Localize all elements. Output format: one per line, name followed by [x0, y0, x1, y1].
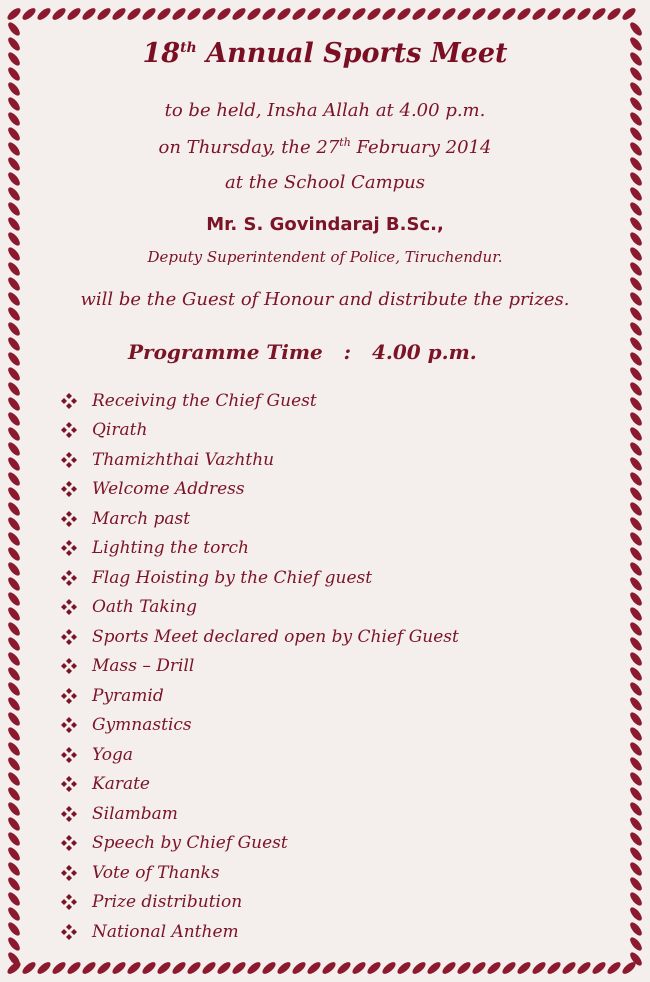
programme-item [60, 534, 459, 564]
programme-item-label: Qirath [92, 420, 148, 441]
rope-segment [6, 936, 22, 953]
programme-item-label: Yoga [92, 744, 133, 765]
rope-segment [628, 471, 644, 488]
rope-segment [261, 6, 278, 22]
rope-segment [126, 960, 143, 976]
rope-segment [186, 960, 203, 976]
rope-segment [396, 960, 413, 976]
rope-segment [628, 726, 644, 743]
rope-segment [628, 141, 644, 158]
rope-segment [6, 651, 22, 668]
rope-segment [6, 756, 22, 773]
rope-segment [628, 51, 644, 68]
rope-segment [628, 351, 644, 368]
programme-item [60, 829, 459, 859]
rope-segment [628, 846, 644, 863]
programme-item [60, 888, 459, 918]
rope-segment [628, 246, 644, 263]
invitation-content [28, 28, 622, 954]
rope-segment [628, 66, 644, 83]
rope-segment [628, 711, 644, 728]
four-diamond-bullet-icon [60, 923, 78, 941]
rope-segment [628, 201, 644, 218]
rope-segment [6, 156, 22, 173]
programme-list [60, 386, 459, 947]
four-diamond-bullet-icon [60, 598, 78, 616]
rope-segment [6, 321, 22, 338]
rope-segment [628, 651, 644, 668]
rope-segment [6, 426, 22, 443]
rope-segment [628, 516, 644, 533]
four-diamond-bullet-icon [60, 569, 78, 587]
programme-item [60, 681, 459, 711]
rope-segment [336, 960, 353, 976]
rope-segment [628, 36, 644, 53]
rope-segment [628, 771, 644, 788]
rope-segment [6, 846, 22, 863]
rope-segment [628, 111, 644, 128]
rope-segment [628, 396, 644, 413]
rope-segment [628, 531, 644, 548]
rope-segment [628, 801, 644, 818]
rope-segment [628, 591, 644, 608]
programme-item [60, 652, 459, 682]
rope-segment [6, 216, 22, 233]
rope-segment [6, 276, 22, 293]
rope-segment [561, 6, 578, 22]
rope-segment [381, 6, 398, 22]
rope-segment [6, 396, 22, 413]
rope-segment [516, 960, 533, 976]
rope-segment [6, 456, 22, 473]
programme-item-label: Gymnastics [92, 715, 192, 736]
programme-item-label: National Anthem [92, 921, 239, 942]
rope-segment [6, 291, 22, 308]
rope-segment [96, 6, 113, 22]
rope-segment [576, 6, 593, 22]
guest-designation: Deputy Superintendent of Police, Tiruchendur. [147, 248, 503, 266]
rope-segment [591, 6, 608, 22]
rope-segment [546, 960, 563, 976]
rope-segment [628, 741, 644, 758]
rope-segment [628, 441, 644, 458]
rope-segment [6, 111, 22, 128]
rope-segment [336, 6, 353, 22]
rope-segment [6, 831, 22, 848]
rope-segment [6, 6, 23, 22]
rope-segment [628, 546, 644, 563]
four-diamond-bullet-icon [60, 775, 78, 793]
rope-segment [6, 786, 22, 803]
programme-label: Programme Time [128, 340, 323, 364]
rope-segment [628, 606, 644, 623]
rope-segment [628, 126, 644, 143]
rope-segment [216, 6, 233, 22]
programme-item [60, 770, 459, 800]
rope-segment [6, 666, 22, 683]
rope-segment [628, 306, 644, 323]
rope-segment [628, 366, 644, 383]
rope-segment [66, 960, 83, 976]
four-diamond-bullet-icon [60, 834, 78, 852]
rope-segment [628, 816, 644, 833]
rope-segment [628, 621, 644, 638]
programme-item-label: Thamizhthai Vazhthu [92, 449, 275, 470]
rope-segment [6, 441, 22, 458]
rope-segment [6, 681, 22, 698]
rope-segment [6, 381, 22, 398]
rope-segment [186, 6, 203, 22]
rope-segment [6, 711, 22, 728]
rope-segment [6, 81, 22, 98]
rope-segment [6, 366, 22, 383]
rope-segment [6, 36, 22, 53]
rope-segment [628, 276, 644, 293]
rope-segment [628, 876, 644, 893]
rope-segment [6, 531, 22, 548]
event-date-line [28, 136, 622, 158]
rope-segment [321, 960, 338, 976]
rope-segment [6, 816, 22, 833]
rope-segment [6, 801, 22, 818]
rope-segment [531, 6, 548, 22]
rope-segment [276, 960, 293, 976]
rope-segment [628, 216, 644, 233]
rope-segment [628, 636, 644, 653]
rope-segment [6, 591, 22, 608]
rope-segment [6, 696, 22, 713]
rope-segment [81, 960, 98, 976]
title-number: 18 [142, 38, 181, 69]
programme-item-label: Mass – Drill [92, 656, 195, 677]
four-diamond-bullet-icon [60, 716, 78, 734]
programme-time-value: 4.00 p.m. [371, 340, 477, 364]
rope-segment [6, 126, 22, 143]
rope-segment [628, 696, 644, 713]
programme-separator: : [343, 340, 352, 364]
rope-segment [51, 6, 68, 22]
rope-segment [141, 6, 158, 22]
rope-segment [628, 501, 644, 518]
rope-segment [628, 21, 644, 38]
rope-segment [6, 186, 22, 203]
four-diamond-bullet-icon [60, 392, 78, 410]
programme-item [60, 917, 459, 947]
programme-item [60, 711, 459, 741]
rope-segment [441, 960, 458, 976]
programme-item-label: Speech by Chief Guest [92, 833, 288, 854]
rope-segment [6, 606, 22, 623]
programme-item [60, 563, 459, 593]
rope-segment [531, 960, 548, 976]
rope-segment [6, 411, 22, 428]
rope-segment [6, 861, 22, 878]
rope-segment [366, 960, 383, 976]
rope-segment [111, 6, 128, 22]
rope-segment [6, 306, 22, 323]
rope-segment [628, 261, 644, 278]
four-diamond-bullet-icon [60, 480, 78, 498]
rope-segment [231, 6, 248, 22]
rope-segment [606, 6, 623, 22]
rope-segment [6, 921, 22, 938]
programme-item [60, 416, 459, 446]
programme-item-label: Welcome Address [92, 479, 245, 500]
four-diamond-bullet-icon [60, 657, 78, 675]
rope-segment [6, 636, 22, 653]
date-suffix: February 2014 [350, 137, 492, 158]
rope-segment [628, 486, 644, 503]
rope-segment [628, 561, 644, 578]
event-time-line: to be held, Insha Allah at 4.00 p.m. [164, 100, 486, 121]
rope-segment [6, 576, 22, 593]
rope-segment [111, 960, 128, 976]
rope-segment [628, 936, 644, 953]
rope-segment [321, 6, 338, 22]
rope-segment [6, 66, 22, 83]
rope-segment [21, 960, 38, 976]
rope-segment [6, 876, 22, 893]
rope-segment [628, 291, 644, 308]
rope-segment [628, 231, 644, 248]
rope-segment [471, 960, 488, 976]
rope-segment [156, 6, 173, 22]
programme-item-label: March past [92, 508, 191, 529]
rope-segment [591, 960, 608, 976]
rope-segment [261, 960, 278, 976]
rope-segment [456, 6, 473, 22]
rope-segment [6, 906, 22, 923]
rope-segment [366, 6, 383, 22]
rope-segment [66, 6, 83, 22]
rope-segment [471, 6, 488, 22]
rope-segment [246, 960, 263, 976]
four-diamond-bullet-icon [60, 893, 78, 911]
rope-segment [6, 891, 22, 908]
guest-name: Mr. S. Govindaraj B.Sc., [206, 214, 444, 235]
date-ordinal: th [339, 136, 351, 149]
rope-segment [628, 186, 644, 203]
rope-segment [6, 486, 22, 503]
rope-segment [628, 891, 644, 908]
rope-segment [81, 6, 98, 22]
programme-item-label: Prize distribution [92, 892, 243, 913]
rope-segment [411, 960, 428, 976]
rope-segment [6, 351, 22, 368]
rope-segment [36, 6, 53, 22]
rope-segment [456, 960, 473, 976]
rope-segment [426, 960, 443, 976]
rope-segment [628, 321, 644, 338]
rope-segment [546, 6, 563, 22]
rope-segment [6, 471, 22, 488]
rope-segment [141, 960, 158, 976]
rope-segment [246, 6, 263, 22]
rope-segment [6, 51, 22, 68]
programme-item [60, 740, 459, 770]
rope-segment [6, 141, 22, 158]
rope-segment [351, 6, 368, 22]
four-diamond-bullet-icon [60, 510, 78, 528]
programme-item-label: Oath Taking [92, 597, 197, 618]
rope-segment [501, 960, 518, 976]
title-ordinal: th [180, 40, 197, 56]
programme-item [60, 386, 459, 416]
programme-item-label: Lighting the torch [92, 538, 249, 559]
rope-segment [306, 960, 323, 976]
programme-item [60, 622, 459, 652]
four-diamond-bullet-icon [60, 628, 78, 646]
rope-segment [621, 6, 638, 22]
programme-item [60, 858, 459, 888]
rope-segment [486, 960, 503, 976]
programme-item [60, 504, 459, 534]
programme-item [60, 799, 459, 829]
programme-item-label: Vote of Thanks [92, 862, 220, 883]
rope-segment [201, 960, 218, 976]
programme-item-label: Pyramid [92, 685, 164, 706]
programme-item [60, 475, 459, 505]
rope-segment [628, 426, 644, 443]
rope-segment [36, 960, 53, 976]
programme-item-label: Silambam [92, 803, 178, 824]
guest-role: will be the Guest of Honour and distribute the prizes. [80, 289, 570, 310]
rope-segment [501, 6, 518, 22]
rope-segment [6, 546, 22, 563]
four-diamond-bullet-icon [60, 864, 78, 882]
rope-segment [6, 201, 22, 218]
rope-segment [606, 960, 623, 976]
rope-segment [231, 960, 248, 976]
rope-segment [628, 336, 644, 353]
rope-segment [6, 561, 22, 578]
rope-segment [51, 960, 68, 976]
rope-segment [6, 21, 22, 38]
rope-segment [6, 726, 22, 743]
rope-segment [126, 6, 143, 22]
rope-segment [561, 960, 578, 976]
event-venue-line: at the School Campus [225, 172, 425, 193]
programme-item [60, 593, 459, 623]
four-diamond-bullet-icon [60, 539, 78, 557]
rope-segment [6, 516, 22, 533]
programme-item-label: Flag Hoisting by the Chief guest [92, 567, 373, 588]
four-diamond-bullet-icon [60, 687, 78, 705]
four-diamond-bullet-icon [60, 746, 78, 764]
programme-time [128, 340, 477, 364]
four-diamond-bullet-icon [60, 421, 78, 439]
rope-segment [426, 6, 443, 22]
rope-segment [628, 681, 644, 698]
rope-segment [171, 960, 188, 976]
programme-item-label: Receiving the Chief Guest [92, 390, 317, 411]
rope-segment [411, 6, 428, 22]
rope-segment [21, 6, 38, 22]
rope-segment [6, 771, 22, 788]
rope-segment [276, 6, 293, 22]
rope-segment [216, 960, 233, 976]
rope-segment [628, 906, 644, 923]
programme-item [60, 445, 459, 475]
rope-segment [628, 81, 644, 98]
rope-segment [441, 6, 458, 22]
rope-segment [6, 171, 22, 188]
rope-segment [6, 741, 22, 758]
rope-segment [628, 381, 644, 398]
programme-item-label: Sports Meet declared open by Chief Guest [92, 626, 459, 647]
rope-segment [201, 6, 218, 22]
programme-item-label: Karate [92, 774, 150, 795]
rope-segment [291, 960, 308, 976]
rope-segment [628, 576, 644, 593]
rope-segment [628, 831, 644, 848]
rope-segment [6, 96, 22, 113]
rope-segment [291, 6, 308, 22]
rope-segment [6, 336, 22, 353]
rope-segment [6, 621, 22, 638]
rope-segment [306, 6, 323, 22]
rope-segment [486, 6, 503, 22]
rope-segment [628, 666, 644, 683]
rope-segment [628, 156, 644, 173]
rope-segment [628, 171, 644, 188]
rope-segment [156, 960, 173, 976]
four-diamond-bullet-icon [60, 451, 78, 469]
rope-segment [6, 231, 22, 248]
rope-segment [381, 960, 398, 976]
rope-segment [628, 411, 644, 428]
rope-segment [516, 6, 533, 22]
title-text: Annual Sports Meet [206, 38, 508, 69]
rope-segment [628, 96, 644, 113]
rope-segment [171, 6, 188, 22]
rope-segment [628, 861, 644, 878]
rope-segment [351, 960, 368, 976]
date-prefix: on Thursday, the 27 [158, 137, 340, 158]
rope-segment [628, 456, 644, 473]
rope-segment [628, 921, 644, 938]
rope-segment [628, 786, 644, 803]
rope-segment [6, 246, 22, 263]
rope-segment [6, 261, 22, 278]
four-diamond-bullet-icon [60, 805, 78, 823]
rope-segment [576, 960, 593, 976]
rope-segment [628, 756, 644, 773]
rope-segment [96, 960, 113, 976]
event-title [28, 38, 622, 69]
rope-segment [396, 6, 413, 22]
rope-segment [6, 501, 22, 518]
